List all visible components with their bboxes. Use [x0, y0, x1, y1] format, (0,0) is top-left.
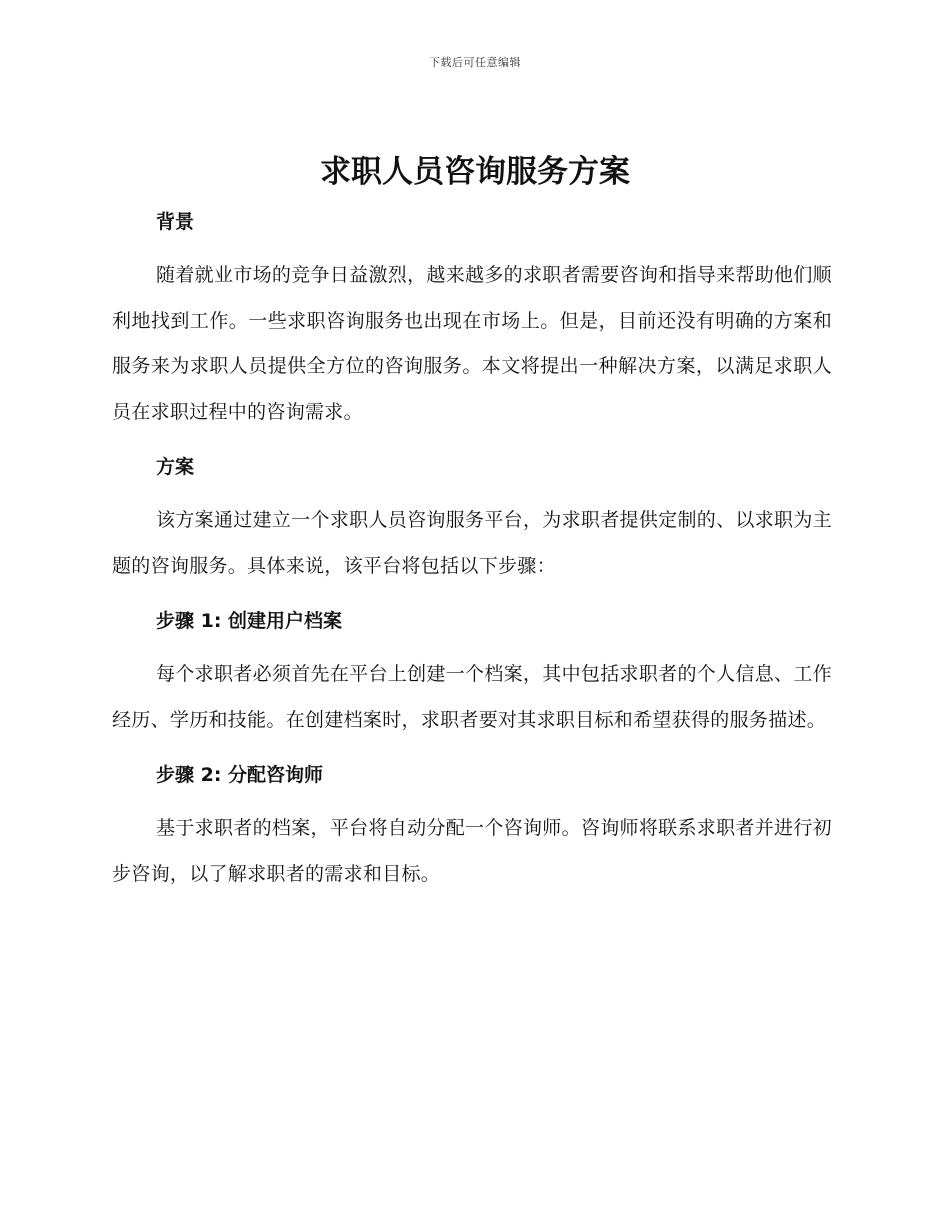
section-plan: [112, 447, 832, 589]
document-title: 求职人员咨询服务方案: [320, 154, 630, 190]
section-heading: 步骤 1: 创建用户档案: [156, 610, 343, 632]
paragraph: 每个求职者必须首先在平台上创建一个档案，其中包括求职者的个人信息、工作经历、学历和技能。在创建档案时，求职者要对其求职目标和希望获得的服务描述。: [112, 663, 832, 731]
paragraph: 基于求职者的档案，平台将自动分配一个咨询师。咨询师将联系求职者并进行初步咨询，以了解求职者的需求和目标。: [112, 817, 832, 885]
section-step-1: [112, 601, 832, 743]
document-body: [112, 202, 832, 897]
paragraph: 随着就业市场的竞争日益激烈，越来越多的求职者需要咨询和指导来帮助他们顺利地找到工作。一些求职咨询服务也出现在市场上。但是，目前还没有明确的方案和服务来为求职人员提供全方位的咨询服务。本文将提出一种解决方案，以满足求职人员在求职过程中的咨询需求。: [112, 264, 832, 423]
section-heading: 步骤 2: 分配咨询师: [156, 764, 324, 786]
section-heading: 方案: [156, 456, 195, 478]
section-step-2: [112, 755, 832, 897]
section-heading: 背景: [156, 211, 195, 233]
header-note: 下载后可任意编辑: [429, 56, 521, 69]
section-background: [112, 202, 832, 435]
paragraph: 该方案通过建立一个求职人员咨询服务平台，为求职者提供定制的、以求职为主题的咨询服务。具体来说，该平台将包括以下步骤：: [112, 509, 832, 577]
